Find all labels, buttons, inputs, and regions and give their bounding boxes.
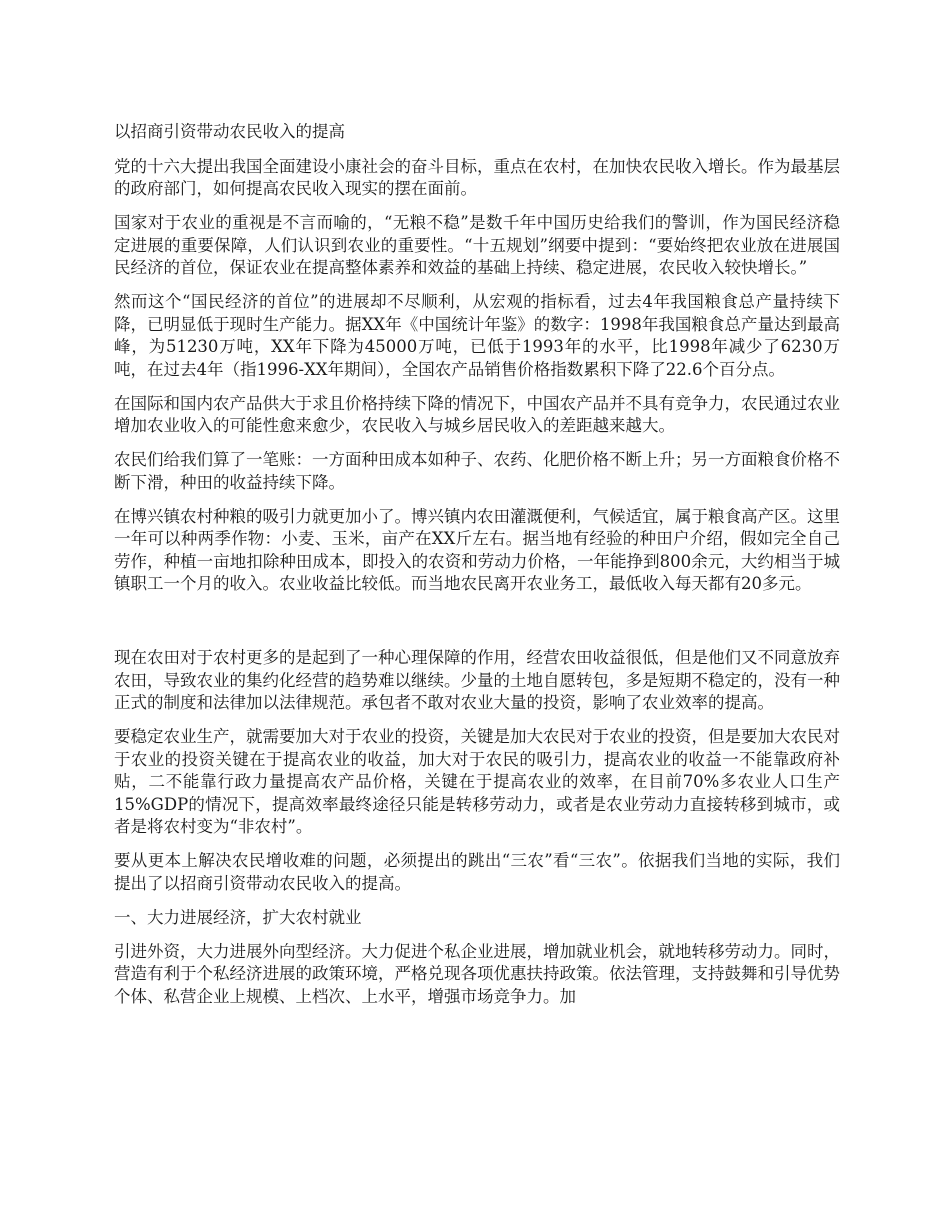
paragraph: 在国际和国内农产品供大于求且价格持续下降的情况下，中国农产品并不具有竞争力，农民通过农业增加农业收入的可能性愈来愈少，农民收入与城乡居民收入的差距越来越大。	[114, 393, 840, 435]
document-page	[114, 121, 840, 1020]
section-heading: 一、大力进展经济，扩大农村就业	[114, 907, 362, 927]
paragraph: 要稳定农业生产，就需要加大对于农业的投资，关键是加大农民对于农业的投资，但是要加大农民对于农业的投资关键在于提高农业的收益，加大对于农民的吸引力，提高农业的收益一不能靠政府补贴，二不能靠行政力量提高农产品价格，关键在于提高农业的效率，在目前70%多农业人口生产15%GDP的情况下，提高效率最终途径只能是转移劳动力，或者是农业劳动力直接转移到城市，或者是将农村变为“非农村”。	[114, 727, 840, 836]
paragraph: 要从更本上解决农民增收难的问题，必须提出的跳出“三农”看“三农”。依据我们当地的实际，我们提出了以招商引资带动农民收入的提高。	[114, 851, 840, 893]
section-spacer	[114, 607, 840, 647]
document-title: 以招商引资带动农民收入的提高	[114, 122, 345, 141]
paragraph: 国家对于农业的重视是不言而喻的，“无粮不稳”是数千年中国历史给我们的警训，作为国民经济稳定进展的重要保障，人们认识到农业的重要性。“十五规划”纲要中提到：“要始终把农业放在进展国民经济的首位，保证农业在提高整体素养和效益的基础上持续、稳定进展，农民收入较快增长。”	[114, 213, 840, 277]
paragraph: 然而这个“国民经济的首位”的进展却不尽顺利，从宏观的指标看，过去4年我国粮食总产量持续下降，已明显低于现时生产能力。据XX年《中国统计年鉴》的数字：1998年我国粮食总产量达到最高峰，为51230万吨，XX年下降为45000万吨，已低于1993年的水平，比1998年减少了6230万吨，在过去4年（指1996-XX年期间），全国农产品销售价格指数累积下降了22.6个百分点。	[114, 292, 840, 379]
paragraph: 引进外资，大力进展外向型经济。大力促进个私企业进展，增加就业机会，就地转移劳动力。同时，营造有利于个私经济进展的政策环境，严格兑现各项优惠扶持政策。依法管理，支持鼓舞和引导优势个体、私营企业上规模、上档次、上水平，增强市场竞争力。加	[114, 941, 840, 1006]
paragraph: 现在农田对于农村更多的是起到了一种心理保障的作用，经营农田收益很低，但是他们又不同意放弃农田，导致农业的集约化经营的趋势难以继续。少量的土地自愿转包，多是短期不稳定的，没有一种正式的制度和法律加以法律规范。承包者不敢对农业大量的投资，影响了农业效率的提高。	[114, 648, 840, 712]
paragraph: 在博兴镇农村种粮的吸引力就更加小了。博兴镇内农田灌溉便利，气候适宜，属于粮食高产区。这里一年可以种两季作物：小麦、玉米，亩产在XX斤左右。据当地有经验的种田户介绍，假如完全自己劳作，种植一亩地扣除种田成本，即投入的农资和劳动力价格，一年能挣到800余元，大约相当于城镇职工一个月的收入。农业收益比较低。而当地农民离开农业务工，最低收入每天都有20多元。	[114, 506, 840, 593]
paragraph: 农民们给我们算了一笔账：一方面种田成本如种子、农药、化肥价格不断上升；另一方面粮食价格不断下滑，种田的收益持续下降。	[114, 450, 840, 492]
paragraph: 党的十六大提出我国全面建设小康社会的奋斗目标，重点在农村，在加快农民收入增长。作为最基层的政府部门，如何提高农民收入现实的摆在面前。	[114, 156, 840, 198]
